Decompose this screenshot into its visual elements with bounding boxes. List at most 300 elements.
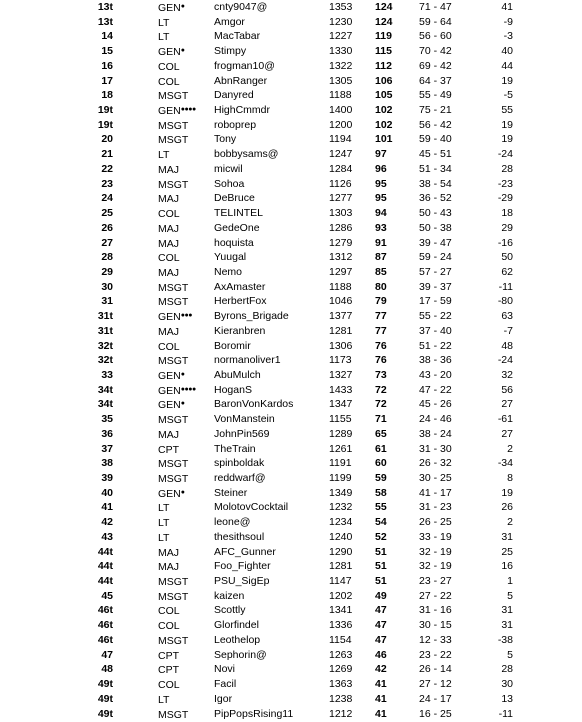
table-row (0, 59, 582, 74)
table-row (0, 707, 582, 722)
table-row (0, 412, 582, 427)
record-cell (419, 545, 452, 560)
table-row (0, 677, 582, 692)
record-cell (419, 574, 452, 589)
differential-cell (501, 383, 513, 398)
rank-cell (98, 633, 113, 648)
points-cell (375, 633, 387, 648)
record-cell (419, 427, 452, 442)
title-cell (158, 59, 180, 75)
points-cell (375, 368, 387, 383)
differential-cell-text: 2 (507, 443, 513, 455)
player-name-cell (214, 500, 288, 515)
record-cell-text: 59 - 24 (419, 251, 452, 263)
player-name-cell (214, 427, 269, 442)
player-name-cell (214, 368, 261, 383)
player-name-cell-text: BaronVonKardos (214, 398, 293, 410)
rank-cell (101, 589, 113, 604)
title-cell (158, 132, 188, 148)
rating-cell-text: 1240 (329, 531, 352, 543)
title-cell (158, 603, 180, 619)
player-name-cell (214, 147, 278, 162)
player-name-cell (214, 692, 232, 707)
rank-cell (101, 368, 113, 383)
player-name-cell (214, 191, 255, 206)
rating-cell-text: 1230 (329, 16, 352, 28)
rank-cell-text: 38 (101, 457, 113, 469)
record-cell (419, 559, 452, 574)
record-cell (419, 456, 452, 471)
player-name-cell (214, 589, 244, 604)
rating-cell (329, 162, 352, 177)
rank-stars-icon: ●●●● (181, 106, 196, 113)
title-cell-text: COL (158, 208, 180, 220)
rating-cell (329, 397, 352, 412)
record-cell-text: 32 - 19 (419, 546, 452, 558)
rank-cell (101, 530, 113, 545)
rank-cell (101, 132, 113, 147)
rating-cell-text: 1046 (329, 295, 352, 307)
title-cell-text: GEN (158, 105, 181, 117)
player-name-cell-text: AxAmaster (214, 281, 265, 293)
record-cell (419, 603, 452, 618)
record-cell (419, 44, 452, 59)
points-cell-text: 41 (375, 678, 387, 690)
points-cell-text: 112 (375, 60, 392, 72)
table-row (0, 339, 582, 354)
points-cell (375, 662, 387, 677)
points-cell (375, 618, 387, 633)
rank-cell-text: 22 (101, 163, 113, 175)
points-cell-text: 58 (375, 487, 387, 499)
record-cell-text: 26 - 14 (419, 663, 452, 675)
record-cell-text: 55 - 22 (419, 310, 452, 322)
player-name-cell (214, 324, 265, 339)
differential-cell-text: 27 (501, 428, 513, 440)
points-cell-text: 105 (375, 89, 393, 101)
rank-cell-text: 48 (101, 663, 113, 675)
title-cell-text: MSGT (158, 282, 188, 294)
rank-cell-text: 34t (98, 398, 113, 410)
points-cell-text: 41 (375, 693, 387, 705)
rating-cell (329, 177, 352, 192)
points-cell (375, 692, 387, 707)
points-cell (375, 500, 387, 515)
rank-cell-text: 39 (101, 472, 113, 484)
player-name-cell-text: spinboldak (214, 457, 264, 469)
points-cell (375, 442, 387, 457)
rank-cell (101, 294, 113, 309)
record-cell-text: 24 - 17 (419, 693, 452, 705)
rating-cell-text: 1433 (329, 384, 352, 396)
record-cell (419, 250, 452, 265)
rating-cell-text: 1227 (329, 30, 352, 42)
rank-cell (98, 618, 113, 633)
differential-cell-text: -23 (498, 178, 513, 190)
title-cell (158, 530, 169, 546)
points-cell-text: 77 (375, 310, 387, 322)
points-cell-text: 65 (375, 428, 387, 440)
title-cell (158, 236, 179, 252)
points-cell (375, 648, 387, 663)
differential-cell-text: -24 (498, 354, 513, 366)
table-row (0, 559, 582, 574)
table-row (0, 603, 582, 618)
points-cell (375, 221, 387, 236)
player-name-cell-text: Foo_Fighter (214, 560, 271, 572)
table-row (0, 265, 582, 280)
title-cell (158, 177, 188, 193)
player-name-cell-text: JohnPin569 (214, 428, 269, 440)
rating-cell (329, 662, 352, 677)
title-cell-text: MAJ (158, 561, 179, 573)
differential-cell-text: 5 (507, 649, 513, 661)
table-row (0, 206, 582, 221)
rank-cell (98, 0, 113, 15)
differential-cell-text: 19 (501, 487, 513, 499)
player-name-cell-text: HoganS (214, 384, 252, 396)
differential-cell-text: 27 (501, 398, 513, 410)
rating-cell-text: 1269 (329, 663, 352, 675)
rank-cell (101, 206, 113, 221)
rating-cell-text: 1126 (329, 178, 352, 190)
rank-cell (101, 44, 113, 59)
player-name-cell-text: HerbertFox (214, 295, 267, 307)
player-name-cell-text: Scottly (214, 604, 246, 616)
points-cell-text: 124 (375, 16, 393, 28)
player-name-cell-text: kaizen (214, 590, 244, 602)
record-cell (419, 662, 452, 677)
player-name-cell-text: Steiner (214, 487, 247, 499)
title-cell-text: MSGT (158, 635, 188, 647)
rank-cell-text: 30 (101, 281, 113, 293)
differential-cell (501, 530, 513, 545)
rank-cell-text: 45 (101, 590, 113, 602)
title-cell-text: COL (158, 620, 180, 632)
record-cell (419, 324, 452, 339)
points-cell (375, 412, 387, 427)
points-cell-text: 102 (375, 119, 393, 131)
title-cell (158, 471, 188, 487)
rating-cell-text: 1194 (329, 133, 352, 145)
points-cell (375, 236, 387, 251)
rank-cell (101, 412, 113, 427)
rank-cell-text: 19t (98, 119, 113, 131)
player-name-cell (214, 545, 276, 560)
record-cell (419, 633, 452, 648)
title-cell-text: MAJ (158, 326, 179, 338)
differential-cell (501, 545, 513, 560)
points-cell-text: 60 (375, 457, 387, 469)
player-name-cell-text: Sephorin@ (214, 649, 267, 661)
record-cell (419, 88, 452, 103)
player-name-cell-text: Glorfindel (214, 619, 259, 631)
differential-cell (501, 162, 513, 177)
points-cell-text: 115 (375, 45, 392, 57)
player-name-cell-text: DeBruce (214, 192, 255, 204)
rank-stars-icon: ● (181, 47, 185, 54)
player-name-cell-text: PipPopsRising11 (214, 708, 293, 720)
title-cell (158, 574, 188, 590)
rank-stars-icon: ●●● (181, 312, 192, 319)
differential-cell (498, 294, 513, 309)
rating-cell-text: 1261 (329, 443, 352, 455)
record-cell (419, 707, 452, 722)
rank-cell (98, 603, 113, 618)
points-cell-text: 73 (375, 369, 387, 381)
rating-cell (329, 250, 352, 265)
record-cell-text: 51 - 22 (419, 340, 452, 352)
rating-cell-text: 1297 (329, 266, 352, 278)
table-row (0, 221, 582, 236)
rank-cell-text: 32t (98, 354, 113, 366)
points-cell-text: 72 (375, 384, 387, 396)
rating-cell (329, 294, 352, 309)
title-cell (158, 412, 188, 428)
title-cell (158, 397, 185, 413)
title-cell (158, 456, 188, 472)
rating-cell (329, 44, 352, 59)
differential-cell (504, 88, 513, 103)
rank-cell-text: 40 (101, 487, 113, 499)
rating-cell-text: 1188 (329, 89, 352, 101)
points-cell (375, 471, 387, 486)
points-cell-text: 72 (375, 398, 387, 410)
table-row (0, 236, 582, 251)
differential-cell (507, 442, 513, 457)
record-cell (419, 383, 452, 398)
record-cell-text: 23 - 27 (419, 575, 452, 587)
player-name-cell (214, 265, 242, 280)
player-name-cell-text: AbnRanger (214, 75, 267, 87)
title-cell-text: GEN (158, 311, 181, 323)
title-cell (158, 103, 196, 119)
points-cell-text: 47 (375, 619, 387, 631)
rank-cell-text: 46t (98, 634, 113, 646)
record-cell (419, 236, 452, 251)
rank-stars-icon: ●●●● (181, 386, 196, 393)
table-row (0, 294, 582, 309)
title-cell (158, 707, 188, 722)
record-cell-text: 31 - 30 (419, 443, 452, 455)
record-cell-text: 31 - 16 (419, 604, 452, 616)
title-cell-text: MAJ (158, 164, 179, 176)
record-cell-text: 56 - 42 (419, 119, 452, 131)
table-row (0, 633, 582, 648)
rating-cell (329, 515, 352, 530)
rank-stars-icon: ● (181, 400, 185, 407)
rating-cell (329, 353, 352, 368)
table-row (0, 309, 582, 324)
rank-cell-text: 27 (101, 237, 113, 249)
player-name-cell (214, 648, 267, 663)
points-cell-text: 76 (375, 340, 387, 352)
record-cell-text: 32 - 19 (419, 560, 452, 572)
differential-cell (501, 677, 513, 692)
differential-cell-text: 56 (501, 384, 513, 396)
player-name-cell (214, 442, 256, 457)
rating-cell-text: 1363 (329, 678, 352, 690)
points-cell-text: 101 (375, 133, 393, 145)
points-cell (375, 132, 393, 147)
differential-cell-text: -24 (498, 148, 513, 160)
rank-cell-text: 29 (101, 266, 113, 278)
record-cell (419, 692, 452, 707)
points-cell-text: 61 (375, 443, 387, 455)
rank-cell (98, 574, 113, 589)
record-cell (419, 177, 452, 192)
record-cell (419, 677, 452, 692)
points-cell-text: 85 (375, 266, 387, 278)
points-cell (375, 294, 387, 309)
rank-cell (101, 471, 113, 486)
player-name-cell (214, 103, 270, 118)
record-cell-text: 41 - 17 (419, 487, 452, 499)
rating-cell-text: 1279 (329, 237, 352, 249)
title-cell (158, 589, 188, 605)
player-name-cell (214, 206, 263, 221)
player-name-cell-text: Igor (214, 693, 232, 705)
title-cell-text: MSGT (158, 120, 188, 132)
rank-stars-icon: ● (181, 489, 185, 496)
player-name-cell-text: reddwarf@ (214, 472, 266, 484)
record-cell (419, 309, 452, 324)
points-cell-text: 106 (375, 75, 393, 87)
rank-cell-text: 15 (101, 45, 113, 57)
rating-cell-text: 1377 (329, 310, 352, 322)
rating-cell (329, 412, 352, 427)
rank-cell (98, 15, 113, 30)
points-cell-text: 42 (375, 663, 387, 675)
record-cell-text: 37 - 40 (419, 325, 452, 337)
rating-cell (329, 236, 352, 251)
rating-cell (329, 603, 352, 618)
title-cell-text: MAJ (158, 429, 179, 441)
player-name-cell (214, 236, 254, 251)
rank-cell-text: 19t (98, 104, 113, 116)
record-cell (419, 147, 452, 162)
points-cell (375, 162, 387, 177)
table-row (0, 118, 582, 133)
title-cell (158, 692, 169, 708)
title-cell-text: MAJ (158, 238, 179, 250)
table-row (0, 486, 582, 501)
title-cell (158, 0, 185, 16)
player-name-cell (214, 177, 244, 192)
rank-cell-text: 47 (101, 649, 113, 661)
differential-cell-text: 50 (501, 251, 513, 263)
record-cell (419, 0, 452, 15)
title-cell (158, 677, 180, 693)
record-cell-text: 59 - 40 (419, 133, 452, 145)
title-cell (158, 486, 185, 502)
player-name-cell-text: Amgor (214, 16, 245, 28)
table-row (0, 353, 582, 368)
player-name-cell (214, 221, 260, 236)
differential-cell-text: 19 (501, 119, 513, 131)
record-cell-text: 75 - 21 (419, 104, 452, 116)
player-name-cell-text: TheTrain (214, 443, 256, 455)
differential-cell-text: 26 (501, 501, 513, 513)
title-cell (158, 368, 185, 384)
points-cell (375, 250, 387, 265)
player-name-cell (214, 383, 252, 398)
player-name-cell (214, 618, 259, 633)
title-cell (158, 500, 169, 516)
points-cell-text: 41 (375, 708, 387, 720)
title-cell-text: MSGT (158, 591, 188, 603)
points-cell (375, 383, 387, 398)
rating-cell (329, 132, 352, 147)
table-row (0, 589, 582, 604)
title-cell (158, 442, 179, 458)
points-cell-text: 119 (375, 30, 392, 42)
rating-cell-text: 1336 (329, 619, 352, 631)
title-cell-text: CPT (158, 650, 179, 662)
rating-cell (329, 677, 352, 692)
rank-cell (101, 191, 113, 206)
title-cell-text: MSGT (158, 709, 188, 721)
differential-cell-text: 31 (501, 619, 513, 631)
rank-cell (101, 456, 113, 471)
table-row (0, 29, 582, 44)
points-cell-text: 47 (375, 634, 387, 646)
rating-cell-text: 1173 (329, 354, 352, 366)
differential-cell-text: -5 (504, 89, 513, 101)
player-name-cell-text: GedeOne (214, 222, 260, 234)
rank-cell-text: 26 (101, 222, 113, 234)
differential-cell-text: -34 (498, 457, 513, 469)
points-cell-text: 96 (375, 163, 387, 175)
player-name-cell (214, 353, 281, 368)
rating-cell-text: 1286 (329, 222, 352, 234)
title-cell-text: MAJ (158, 193, 179, 205)
record-cell-text: 38 - 24 (419, 428, 452, 440)
rating-cell (329, 456, 352, 471)
title-cell-text: LT (158, 149, 169, 161)
rating-cell (329, 147, 352, 162)
rank-cell-text: 42 (101, 516, 113, 528)
differential-cell (501, 221, 513, 236)
points-cell-text: 93 (375, 222, 387, 234)
title-cell (158, 427, 179, 443)
player-name-cell-text: hoquista (214, 237, 254, 249)
points-cell (375, 118, 393, 133)
rank-cell (98, 118, 113, 133)
differential-cell-text: -29 (498, 192, 513, 204)
differential-cell-text: 18 (501, 207, 513, 219)
table-row (0, 162, 582, 177)
record-cell-text: 39 - 47 (419, 237, 452, 249)
record-cell (419, 339, 452, 354)
record-cell-text: 57 - 27 (419, 266, 452, 278)
differential-cell (501, 118, 513, 133)
title-cell (158, 633, 188, 649)
points-cell (375, 15, 393, 30)
rating-cell (329, 206, 352, 221)
rank-cell (98, 353, 113, 368)
player-name-cell (214, 132, 236, 147)
differential-cell-text: -11 (499, 281, 513, 293)
title-cell (158, 618, 180, 634)
rank-cell-text: 46t (98, 619, 113, 631)
points-cell (375, 339, 387, 354)
differential-cell (498, 191, 513, 206)
table-row (0, 618, 582, 633)
player-name-cell (214, 603, 246, 618)
table-row (0, 427, 582, 442)
title-cell (158, 88, 188, 104)
